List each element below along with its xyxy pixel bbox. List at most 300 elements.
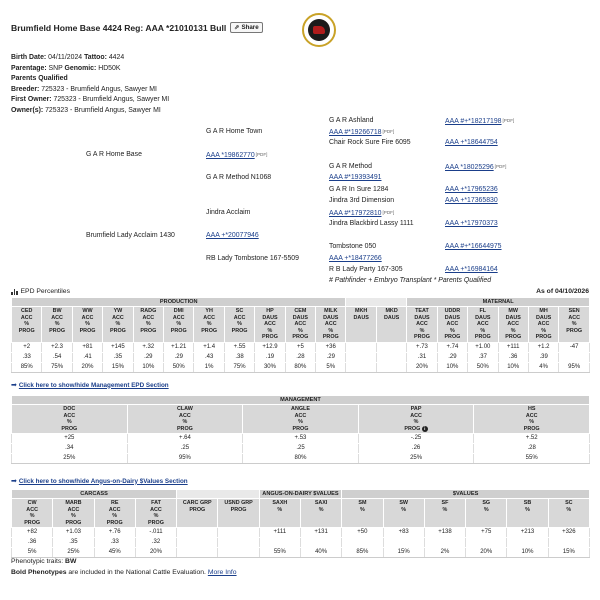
epd-pct-cell: 85% (12, 362, 42, 372)
col-sub: % (571, 321, 577, 327)
carcass-col-header-5 (218, 499, 259, 528)
epd-acc-cell: .35 (103, 352, 133, 362)
carcass-epd-cell: +.76 (94, 528, 135, 538)
col-sub: ACC (81, 314, 94, 321)
carcass-col-header-1 (53, 499, 94, 528)
col-name: SAXH (272, 500, 288, 506)
col-name: CARC GRP (182, 500, 212, 506)
carcass-pct-cell: 55% (259, 548, 300, 558)
carcass-col-header-6 (259, 499, 300, 528)
ped-ssd-name: Chair Rock Sure Fire 6095 (329, 139, 411, 146)
phenotypic-traits (11, 558, 76, 565)
col-sub: % (176, 321, 182, 327)
col-sub: ACC (416, 321, 428, 327)
carcass-table (11, 489, 590, 558)
col-sub: ACC (525, 412, 538, 419)
col-header-11 (346, 307, 376, 343)
col-sub: % (66, 419, 72, 425)
carcass-pct-cell: 2% (424, 548, 465, 558)
info-icon[interactable]: i (422, 426, 428, 432)
epd-epd-cell: +.73 (407, 342, 437, 352)
col-sub: % (401, 506, 407, 513)
management-group: MANAGEMENT (12, 396, 590, 405)
col-sub: PROG (49, 327, 66, 334)
ped-sire-reg (206, 150, 267, 160)
col-name: RADG (140, 308, 157, 314)
mgmt-pct-cell: 25% (12, 454, 128, 464)
col-sub: PROG (444, 334, 461, 340)
epd-epd-cell: +36 (316, 342, 346, 352)
carcass-pct-cell: 40% (300, 548, 341, 558)
pdf-link[interactable]: [PDF] (494, 164, 507, 169)
breeder-label: Breeder: (11, 85, 40, 93)
col-name: SF (441, 500, 449, 506)
epd-pct-cell (376, 362, 406, 372)
bold-phenotypes-note (11, 569, 237, 576)
col-name: SAXI (314, 500, 328, 506)
epd-pct-cell: 20% (72, 362, 102, 372)
carcass-acc-cell (548, 538, 589, 548)
genomic: HD50K (98, 64, 121, 72)
epd-acc-cell: .54 (42, 352, 72, 362)
carcass-pct-cell (177, 548, 218, 558)
col-sub: ACC (507, 321, 520, 327)
mgmt-col-header-4 (474, 405, 590, 434)
epd-acc-cell: .19 (255, 352, 285, 362)
birth-date-label: Birth Date: (11, 54, 47, 61)
col-sub: PROG (109, 327, 126, 334)
epd-acc-cell: .43 (194, 352, 224, 362)
epd-section-title (11, 288, 70, 295)
mgmt-epd-cell: +.52 (474, 434, 590, 444)
mgmt-toggle-link[interactable] (11, 381, 169, 389)
carcass-epd-cell: -.011 (135, 528, 176, 538)
col-sub: % (153, 513, 159, 519)
carcass-col-header-4 (177, 499, 218, 528)
epd-acc-cell: .29 (133, 352, 163, 362)
col-header-5 (164, 307, 194, 343)
carcass-acc-cell: .36 (12, 538, 53, 548)
carcass-epd-cell: +50 (342, 528, 383, 538)
pdf-link[interactable]: [PDF] (502, 118, 515, 123)
share-icon: ⇗ (234, 24, 240, 31)
carcass-col-header-9 (383, 499, 424, 528)
mgmt-pct-cell: 95% (127, 454, 243, 464)
ped-sss-link[interactable]: AAA #+*18217198 (445, 118, 502, 125)
carcass-epd-cell: +326 (548, 528, 589, 538)
col-sub: % (29, 513, 35, 519)
epd-epd-cell (346, 342, 376, 352)
col-header-12 (376, 307, 406, 343)
carcass-col-header-10 (424, 499, 465, 528)
ped-ds-name: Jindra Acclaim (206, 209, 251, 216)
carcass-col-header-2 (94, 499, 135, 528)
genomic-label: Genomic: (64, 64, 97, 72)
epd-acc-cell: .37 (468, 352, 498, 362)
ped-sdd-name: G A R In Sure 1284 (329, 186, 389, 193)
epd-acc-cell: .28 (285, 352, 315, 362)
col-sub: % (85, 321, 90, 327)
col-name: BW (52, 308, 62, 314)
epd-pct-cell: 20% (407, 362, 437, 372)
tattoo: 4424 (108, 54, 125, 61)
epd-pct-cell: 10% (437, 362, 467, 372)
col-sub: PROG (176, 425, 193, 432)
ped-dsd-reg (445, 219, 498, 228)
col-sub: % (318, 506, 324, 513)
col-sub: PROG (140, 327, 157, 334)
ped-ss-link[interactable]: AAA #*19266718 (329, 129, 382, 136)
carcass-pct-cell: 25% (53, 548, 94, 558)
ped-sss-reg (445, 116, 514, 126)
epd-epd-cell: -47 (559, 342, 590, 352)
animal-info (11, 53, 169, 116)
ped-sire-link[interactable]: AAA *19862770 (206, 152, 255, 159)
mgmt-pct-cell: 80% (243, 454, 359, 464)
epd-pct-cell: 75% (224, 362, 254, 372)
epd-pct-cell (346, 362, 376, 372)
ped-sire-name: G A R Home Base (86, 151, 142, 158)
col-sub: % (525, 506, 530, 513)
epd-epd-cell: +2.3 (42, 342, 72, 352)
ped-sd-reg (329, 173, 382, 182)
col-sub: % (182, 419, 188, 425)
pedigree-legend: # Pathfinder + Embryo Transplant * Parents Qualified (329, 277, 492, 284)
ped-dss-reg (445, 196, 498, 205)
col-sub: ACC (410, 412, 422, 419)
col-name: MH (539, 308, 548, 314)
maternal-group: MATERNAL (407, 298, 590, 307)
col-sub: PROG (292, 425, 309, 432)
ped-dd-link[interactable]: AAA +*18477266 (329, 255, 382, 262)
col-header-13 (407, 307, 437, 343)
col-sub: PROG (189, 506, 206, 513)
epd-acc-cell (346, 352, 376, 362)
carcass-acc-cell (218, 538, 259, 548)
carcass-pct-cell: 10% (507, 548, 548, 558)
col-sub: PROG (79, 327, 96, 334)
col-name: RE (110, 500, 119, 506)
management-table (11, 395, 590, 464)
col-sub: PROG (201, 327, 218, 334)
col-name: DOC (63, 406, 76, 412)
col-sub: % (449, 327, 455, 334)
epd-epd-cell: +111 (498, 342, 528, 352)
col-header-0 (12, 307, 42, 343)
carcass-acc-cell (424, 538, 465, 548)
col-name: HP (266, 308, 274, 314)
col-sub: % (529, 419, 535, 425)
ped-dss-link[interactable]: AAA +*17365830 (445, 197, 498, 204)
col-header-9 (285, 307, 315, 343)
col-sub: ACC (264, 321, 276, 327)
ped-sds-link[interactable]: AAA *18025296 (445, 164, 494, 171)
col-header-16 (498, 307, 528, 343)
col-sub: DAUS (505, 314, 521, 321)
ped-ssd-link[interactable]: AAA +*18644754 (445, 139, 498, 146)
cow-icon (313, 26, 325, 34)
carcass-epd-cell: +75 (466, 528, 507, 538)
carcass-epd-cell: +1.03 (53, 528, 94, 538)
carcass-epd-cell: +131 (300, 528, 341, 538)
carcass-pct-cell: 20% (135, 548, 176, 558)
epd-epd-cell: +5 (285, 342, 315, 352)
col-sub: % (206, 321, 212, 327)
more-info-link[interactable]: More Info (207, 569, 237, 576)
page-title (11, 22, 263, 33)
col-sub: DAUS (444, 314, 461, 321)
col-sub: % (480, 327, 486, 334)
epd-pct-cell: 5% (316, 362, 346, 372)
epd-epd-cell: +1.4 (194, 342, 224, 352)
col-sub: ACC (26, 506, 38, 513)
epd-acc-cell: .36 (498, 352, 528, 362)
epd-acc-cell: .41 (72, 352, 102, 362)
ped-ss-reg (329, 127, 394, 137)
col-name: FAT (151, 500, 161, 506)
col-header-4 (133, 307, 163, 343)
bold-label: Bold Phenotypes (11, 569, 67, 576)
epd-acc-cell: .29 (437, 352, 467, 362)
col-sub: % (297, 327, 303, 334)
carcass-col-header-13 (548, 499, 589, 528)
pdf-link[interactable]: [PDF] (255, 152, 268, 157)
col-sub: % (145, 321, 151, 327)
col-sub: PROG (170, 327, 187, 334)
col-sub: ACC (142, 314, 155, 321)
col-sub: PROG (65, 519, 82, 526)
epd-acc-cell: .29 (316, 352, 346, 362)
col-sub: DAUS (292, 314, 308, 321)
col-sub: PROG (292, 334, 309, 340)
col-sub: PROG (231, 327, 248, 334)
col-sub: % (115, 321, 121, 327)
col-sub: DAUS (383, 314, 400, 321)
epd-acc-cell: .31 (407, 352, 437, 362)
carcass-acc-cell (342, 538, 383, 548)
carcass-acc-cell (177, 538, 218, 548)
col-sub: PROG (24, 519, 41, 526)
ped-sds-name: G A R Method (329, 163, 372, 170)
ped-dsd-name: Jindra Blackbird Lassy 1111 (329, 220, 414, 227)
epd-pct-cell: 50% (468, 362, 498, 372)
ped-ds-link[interactable]: AAA #*17972810 (329, 210, 382, 217)
dairy-link-label: Click here to show/hide Angus-on-Dairy $Values Section (18, 477, 188, 485)
col-header-6 (194, 307, 224, 343)
carcass-col-header-11 (466, 499, 507, 528)
mgmt-col-header-2 (243, 405, 359, 434)
col-header-15 (468, 307, 498, 343)
carcass-acc-cell (466, 538, 507, 548)
col-sub: % (298, 419, 303, 425)
col-name: MW (508, 308, 518, 314)
epd-pct-cell: 15% (103, 362, 133, 372)
ped-sd-link[interactable]: AAA #*19393491 (329, 174, 382, 181)
carcass-col-header-7 (300, 499, 341, 528)
carcass-acc-cell (259, 538, 300, 548)
col-sub: ACC (112, 314, 124, 321)
ped-dam-link[interactable]: AAA +*20077946 (206, 232, 259, 239)
col-name: USND GRP (224, 500, 253, 506)
col-name: YW (113, 308, 123, 314)
mgmt-link-label: Click here to show/hide Management EPD Section (18, 381, 169, 389)
mgmt-acc-cell: .28 (474, 444, 590, 454)
animal-title: Brumfield Home Base 4424 Reg: AAA *21010131 Bull (11, 22, 227, 33)
col-name: CED (21, 308, 33, 314)
epd-acc-cell: .38 (224, 352, 254, 362)
mgmt-acc-cell: .25 (243, 444, 359, 454)
col-sub: % (483, 506, 489, 513)
col-header-18 (559, 307, 590, 343)
carcass-acc-cell: .35 (53, 538, 94, 548)
dollar-values-group: $VALUES (342, 490, 590, 499)
carcass-pct-cell: 45% (94, 548, 135, 558)
epd-pct-cell: 4% (528, 362, 558, 372)
col-name: WW (82, 308, 93, 314)
col-sub: DAUS (535, 314, 552, 321)
epd-epd-cell: +1.21 (164, 342, 194, 352)
col-sub: ACC (294, 412, 307, 419)
bold-text: are included in the National Cattle Evaluation. (68, 569, 206, 576)
ped-sdd-reg (445, 185, 498, 194)
epd-epd-cell: +.55 (224, 342, 254, 352)
carcass-pct-cell: 15% (548, 548, 589, 558)
epd-pct-cell: 50% (164, 362, 194, 372)
ped-ddd-link[interactable]: AAA +*16984164 (445, 266, 498, 273)
col-name: TEAT (415, 308, 429, 314)
parentage: SNP (48, 64, 63, 72)
col-name: YH (205, 308, 213, 314)
col-sub: % (419, 327, 425, 334)
col-header-17 (528, 307, 558, 343)
epd-epd-cell (376, 342, 406, 352)
col-name: MKH (355, 308, 368, 314)
col-sub: DAUS (414, 314, 430, 321)
mgmt-epd-cell: +.53 (243, 434, 359, 444)
as-of-date: As of 04/10/2026 (536, 288, 589, 295)
col-header-10 (316, 307, 346, 343)
mgmt-acc-cell: .26 (358, 444, 474, 454)
carcass-acc-cell (383, 538, 424, 548)
mgmt-epd-cell: -.25 (358, 434, 474, 444)
col-sub: % (277, 506, 283, 513)
col-sub: % (541, 327, 546, 334)
col-header-3 (103, 307, 133, 343)
carcass-col-header-3 (135, 499, 176, 528)
mgmt-acc-cell: .25 (127, 444, 243, 454)
ped-sd-name: G A R Method N1068 (206, 174, 272, 181)
col-sub: ACC (324, 321, 337, 327)
col-sub: % (359, 506, 365, 513)
ped-ddd-reg (445, 265, 498, 274)
epd-pct-cell: 10% (498, 362, 528, 372)
pdf-link[interactable]: [PDF] (382, 129, 395, 134)
col-sub: ACC (67, 506, 80, 513)
col-sub: PROG (566, 327, 583, 334)
carcass-pct-cell: 5% (12, 548, 53, 558)
col-sub: ACC (150, 506, 162, 513)
epd-epd-cell: +1.2 (528, 342, 558, 352)
col-sub: % (237, 321, 242, 327)
epd-pct-cell: 30% (255, 362, 285, 372)
mgmt-acc-cell: .34 (12, 444, 128, 454)
col-name: ANGLE (291, 406, 310, 412)
col-sub: DAUS (262, 314, 278, 321)
col-sub: PROG (18, 327, 35, 334)
carcass-epd-cell: +83 (383, 528, 424, 538)
epd-pct-cell: 95% (559, 362, 590, 372)
col-name: SG (482, 500, 491, 506)
epd-epd-cell: +.74 (437, 342, 467, 352)
col-sub: PROG i (359, 426, 474, 433)
epd-acc-cell: .29 (164, 352, 194, 362)
epd-epd-cell: +2 (12, 342, 42, 352)
pdf-link[interactable]: [PDF] (382, 210, 395, 215)
col-name: CEM (294, 308, 307, 314)
col-sub: PROG (322, 334, 339, 340)
col-name: SB (523, 500, 532, 506)
col-sub: PROG (106, 519, 123, 526)
dairy-toggle-link[interactable] (11, 477, 188, 485)
col-name: UDDR (444, 308, 461, 314)
col-sub: ACC (172, 314, 185, 321)
owners: 725323 - Brumfield Angus, Sawyer MI (45, 106, 161, 114)
group-spacer (346, 298, 407, 307)
epd-epd-cell: +145 (103, 342, 133, 352)
col-header-1 (42, 307, 72, 343)
epd-epd-cell: +81 (72, 342, 102, 352)
share-label: Share (241, 24, 259, 31)
ped-dd-reg (329, 254, 382, 263)
col-sub: ACC (476, 321, 489, 327)
epd-acc-cell (376, 352, 406, 362)
col-sub: ACC (446, 321, 459, 327)
mgmt-col-header-0 (12, 405, 128, 434)
col-sub: % (24, 321, 30, 327)
col-name: PAP (410, 406, 422, 412)
share-button[interactable] (230, 22, 262, 33)
carcass-col-header-8 (342, 499, 383, 528)
epd-pct-cell: 10% (133, 362, 163, 372)
col-sub: ACC (294, 321, 307, 327)
col-sub: % (413, 419, 419, 425)
col-sub: PROG (262, 334, 278, 340)
col-header-2 (72, 307, 102, 343)
ped-dd-name: RB Lady Tombstone 167-5509 (206, 255, 299, 262)
ped-sdd-link[interactable]: AAA +*17965236 (445, 186, 498, 193)
carcass-epd-cell: +138 (424, 528, 465, 538)
col-sub: PROG (148, 519, 164, 526)
col-sub: ACC (179, 412, 191, 419)
carcass-acc-cell (300, 538, 341, 548)
carcass-acc-cell: .32 (135, 538, 176, 548)
epd-epd-cell: +12.9 (255, 342, 285, 352)
carcass-acc-cell (507, 538, 548, 548)
tattoo-label: Tattoo: (84, 54, 107, 61)
epd-pct-cell: 80% (285, 362, 315, 372)
ped-dds-link[interactable]: AAA #+*16644975 (445, 243, 502, 250)
ped-dsd-link[interactable]: AAA +*17970373 (445, 220, 498, 227)
carcass-epd-cell: +111 (259, 528, 300, 538)
col-sub: % (112, 513, 118, 519)
col-sub: ACC (537, 321, 550, 327)
association-logo (302, 13, 336, 47)
ped-dss-name: Jindra 3rd Dimension (329, 197, 395, 204)
col-sub: ACC (233, 314, 246, 321)
col-name: CW (27, 500, 37, 506)
epd-acc-cell: .33 (12, 352, 42, 362)
carcass-epd-cell (177, 528, 218, 538)
